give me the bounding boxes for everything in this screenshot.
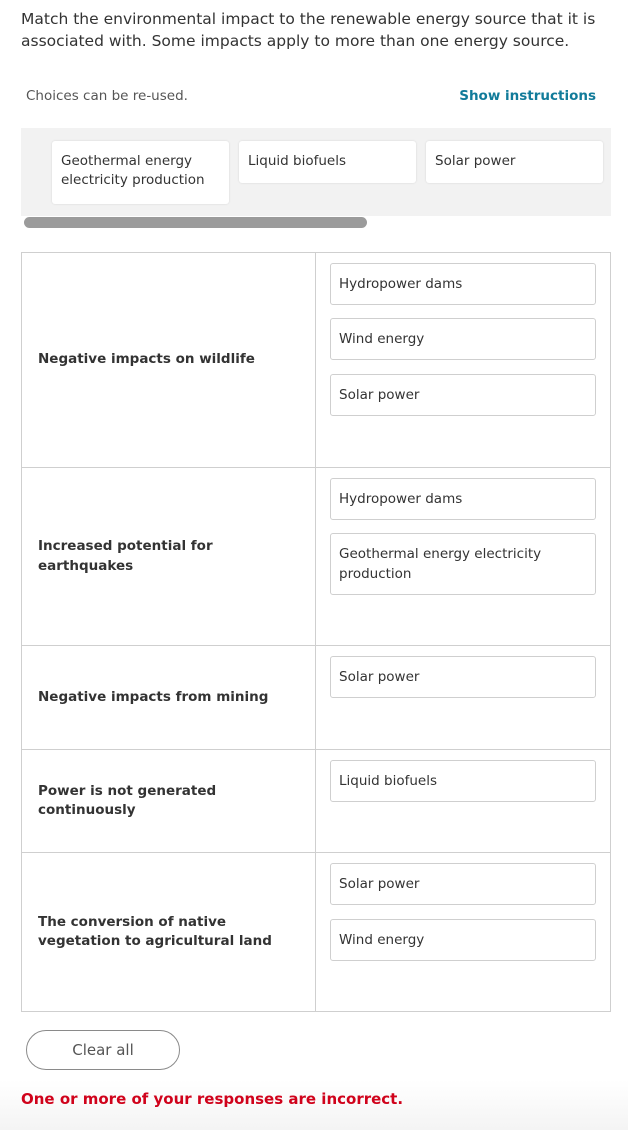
- prompt-cell: [22, 750, 316, 852]
- prompt-text: Increased potential for earthquakes: [38, 538, 213, 574]
- reuse-note: Choices can be re-used.: [26, 88, 188, 104]
- drop-zone[interactable]: [316, 853, 610, 1011]
- feedback-message: One or more of your responses are incorrect.: [21, 1090, 404, 1108]
- choices-pool: [21, 128, 611, 216]
- placed-answer[interactable]: Wind energy: [330, 919, 596, 961]
- match-row: [22, 646, 610, 750]
- drop-zone[interactable]: [316, 646, 610, 749]
- match-row: [22, 253, 610, 468]
- prompt-text: The conversion of native vegetation to agricultural land: [38, 913, 272, 949]
- match-row: [22, 468, 610, 646]
- prompt-cell: [22, 468, 316, 645]
- clear-all-button[interactable]: Clear all: [26, 1030, 180, 1070]
- matching-table: [21, 252, 611, 1012]
- placed-answer[interactable]: Hydropower dams: [330, 263, 596, 305]
- show-instructions-link[interactable]: Show instructions: [459, 88, 596, 104]
- match-row: [22, 853, 610, 1011]
- placed-answer[interactable]: Solar power: [330, 656, 596, 698]
- prompt-cell: [22, 853, 316, 1011]
- drop-zone[interactable]: [316, 468, 610, 645]
- choice-chip-liquid-biofuels[interactable]: Liquid biofuels: [239, 141, 416, 183]
- placed-answer[interactable]: Solar power: [330, 863, 596, 905]
- drop-zone[interactable]: [316, 750, 610, 852]
- placed-answer[interactable]: Hydropower dams: [330, 478, 596, 520]
- choice-chip-geothermal[interactable]: Geothermal energy electricity production: [52, 141, 229, 204]
- placed-answer[interactable]: Solar power: [330, 374, 596, 416]
- choices-scrollbar-thumb[interactable]: [24, 217, 367, 228]
- prompt-text: Negative impacts from mining: [38, 688, 269, 705]
- prompt-cell: [22, 646, 316, 749]
- prompt-text: Power is not generated continuously: [38, 782, 217, 818]
- prompt-text: Negative impacts on wildlife: [38, 351, 255, 368]
- choices-scrollbar[interactable]: [21, 216, 611, 230]
- match-row: [22, 750, 610, 853]
- question-text: Match the environmental impact to the renewable energy source that it is associated with. Some impacts apply to more than one energy source.: [21, 10, 596, 50]
- placed-answer[interactable]: Wind energy: [330, 318, 596, 360]
- choice-chip-solar-power[interactable]: Solar power: [426, 141, 603, 183]
- placed-answer[interactable]: Geothermal energy electricity production: [330, 533, 596, 595]
- drop-zone[interactable]: [316, 253, 610, 467]
- placed-answer[interactable]: Liquid biofuels: [330, 760, 596, 802]
- prompt-cell: [22, 253, 316, 467]
